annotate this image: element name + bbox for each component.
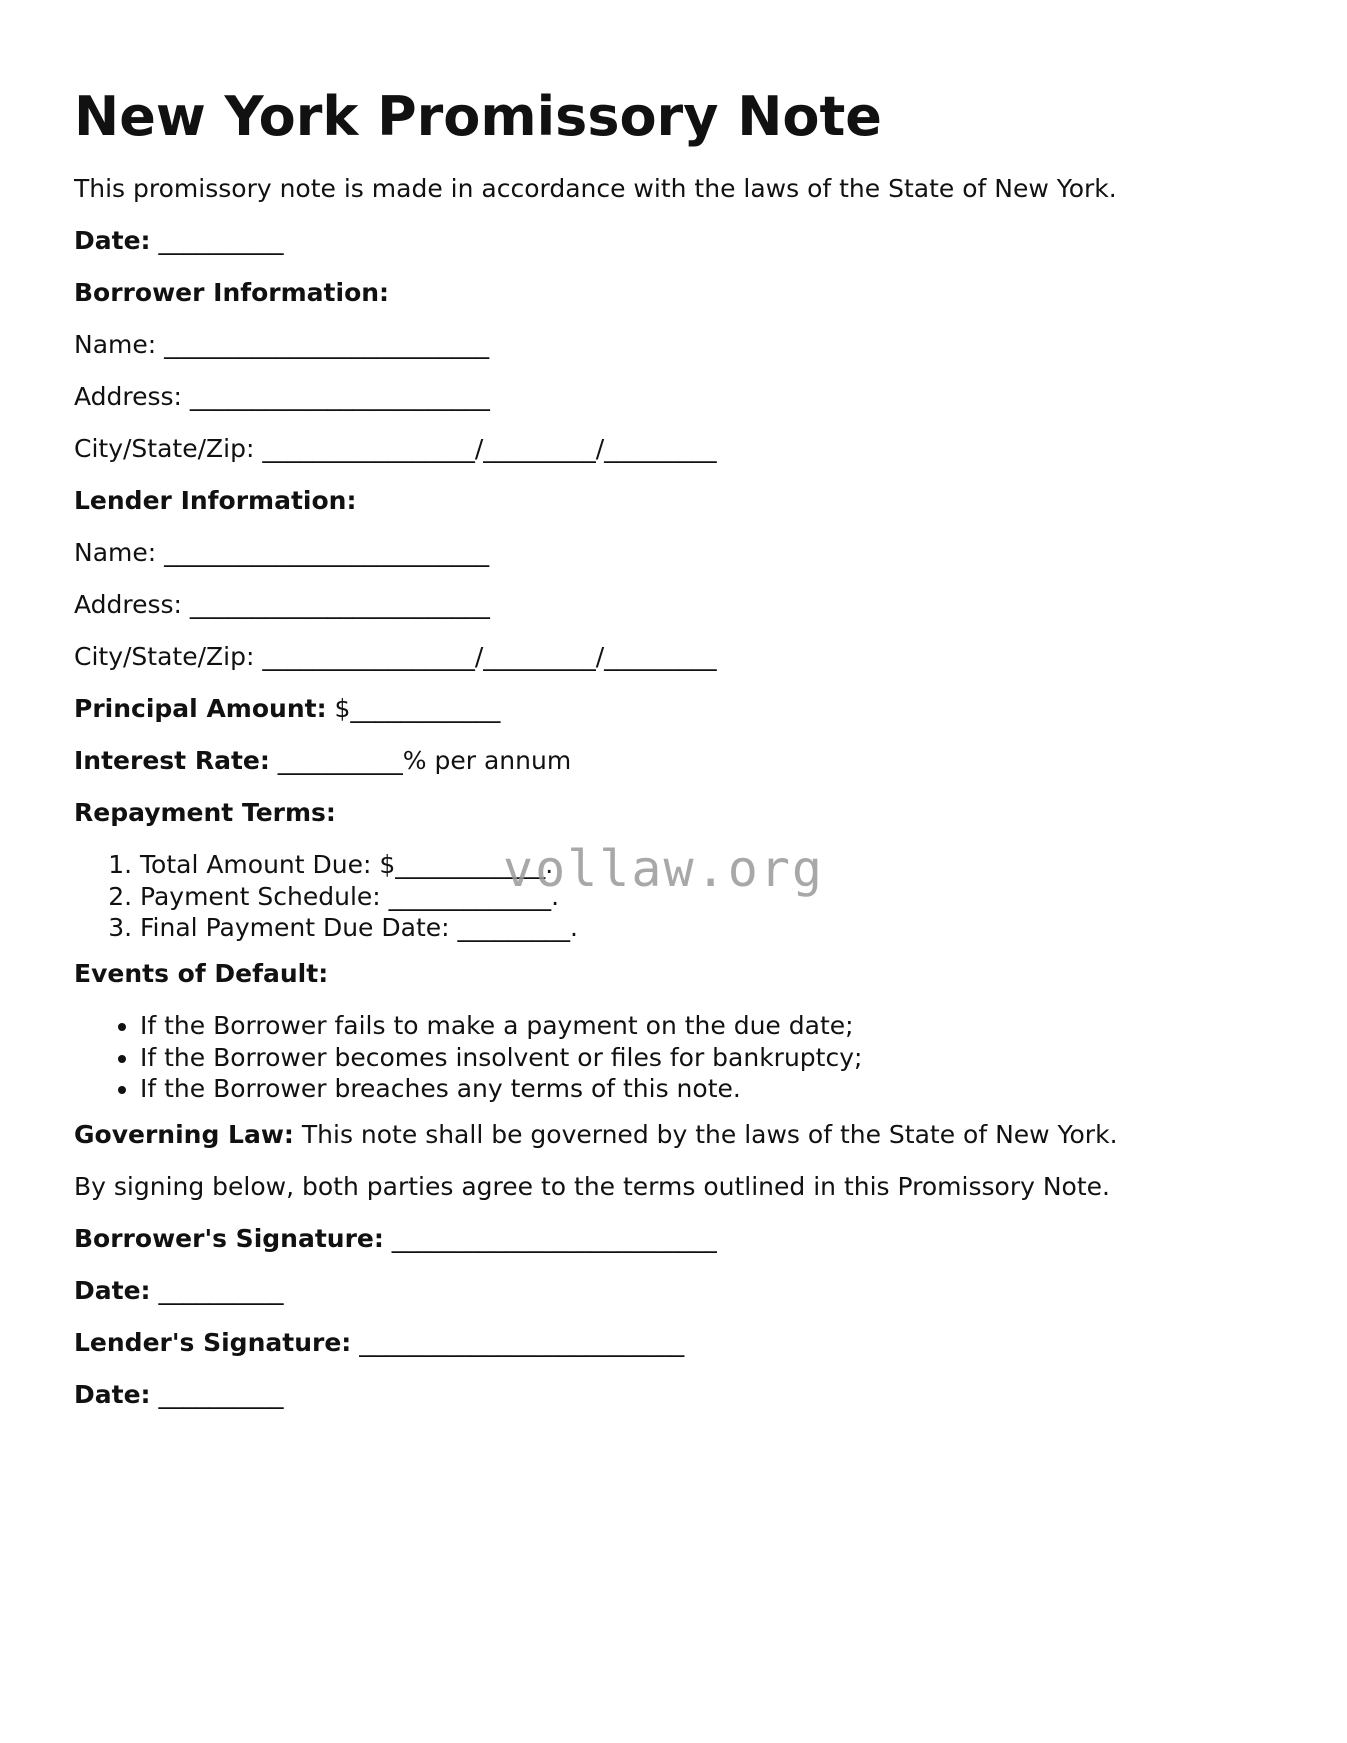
agreement-paragraph: By signing below, both parties agree to the terms outlined in this Promissory Note. bbox=[74, 1172, 1110, 1201]
interest-rate-blank: __________% per annum bbox=[269, 746, 572, 775]
document-title: New York Promissory Note bbox=[74, 85, 882, 148]
lender-city-state-zip-field: City/State/Zip: _________________/_________/_________ bbox=[74, 642, 717, 671]
principal-amount-label: Principal Amount: bbox=[74, 694, 327, 723]
events-of-default-heading: Events of Default: bbox=[74, 959, 329, 988]
borrower-name-field: Name: __________________________ bbox=[74, 330, 490, 359]
events-of-default-list bbox=[74, 1010, 862, 1105]
borrower-date-field bbox=[74, 1275, 283, 1307]
lender-name-field: Name: __________________________ bbox=[74, 538, 490, 567]
date-label: Date: bbox=[74, 226, 151, 255]
governing-law-text: This note shall be governed by the laws of the State of New York. bbox=[293, 1120, 1118, 1149]
interest-rate-label: Interest Rate: bbox=[74, 746, 270, 775]
governing-law-label: Governing Law: bbox=[74, 1120, 294, 1149]
list-item: 2. Payment Schedule: _____________. bbox=[140, 881, 578, 913]
lender-date-label: Date: bbox=[74, 1380, 151, 1409]
lender-address-field: Address: ________________________ bbox=[74, 590, 490, 619]
date-blank: __________ bbox=[150, 226, 284, 255]
borrower-signature-blank: __________________________ bbox=[383, 1224, 717, 1253]
list-item: • If the Borrower breaches any terms of this note. bbox=[140, 1073, 862, 1105]
borrower-city-state-zip-field: City/State/Zip: _________________/_________/_________ bbox=[74, 434, 717, 463]
borrower-signature-field bbox=[74, 1223, 717, 1255]
principal-amount-blank: $____________ bbox=[326, 694, 501, 723]
interest-rate-field bbox=[74, 745, 571, 777]
lender-signature-label: Lender's Signature: bbox=[74, 1328, 352, 1357]
list-item: • If the Borrower becomes insolvent or files for bankruptcy; bbox=[140, 1042, 862, 1074]
lender-heading: Lender Information: bbox=[74, 486, 357, 515]
lender-date-blank: __________ bbox=[150, 1380, 284, 1409]
list-item: 1. Total Amount Due: $____________. bbox=[140, 849, 578, 881]
list-item: • If the Borrower fails to make a payment on the due date; bbox=[140, 1010, 862, 1042]
borrower-date-label: Date: bbox=[74, 1276, 151, 1305]
list-item: 3. Final Payment Due Date: _________. bbox=[140, 912, 578, 944]
borrower-address-field: Address: ________________________ bbox=[74, 382, 490, 411]
lender-date-field bbox=[74, 1379, 283, 1411]
intro-paragraph: This promissory note is made in accordance with the laws of the State of New York. bbox=[74, 174, 1117, 203]
borrower-date-blank: __________ bbox=[150, 1276, 284, 1305]
lender-signature-field bbox=[74, 1327, 684, 1359]
governing-law-paragraph bbox=[74, 1119, 1118, 1151]
borrower-signature-label: Borrower's Signature: bbox=[74, 1224, 384, 1253]
repayment-terms-heading: Repayment Terms: bbox=[74, 798, 336, 827]
borrower-heading: Borrower Information: bbox=[74, 278, 390, 307]
principal-amount-field bbox=[74, 693, 500, 725]
date-field bbox=[74, 225, 283, 257]
lender-signature-blank: __________________________ bbox=[351, 1328, 685, 1357]
watermark: vollaw.org bbox=[503, 840, 825, 898]
